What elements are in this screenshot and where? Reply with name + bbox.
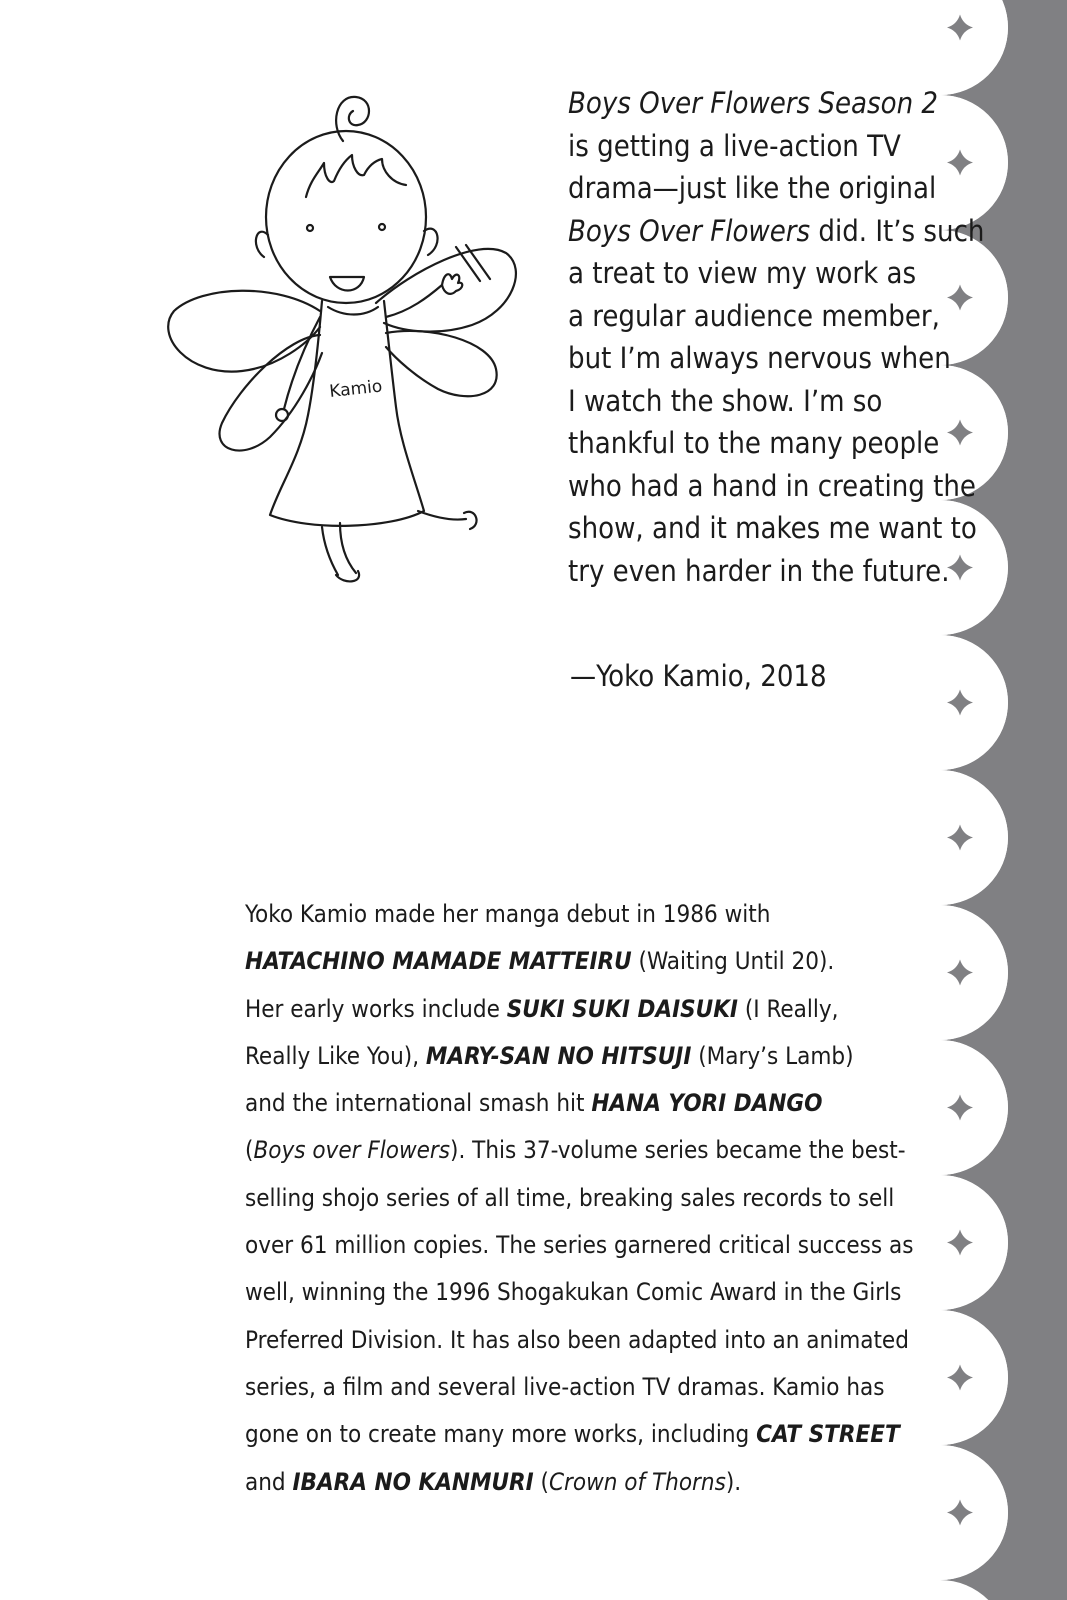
bio-line	[245, 1222, 914, 1269]
quote-line	[568, 252, 938, 295]
ear-right	[424, 229, 438, 255]
bio-text: Yoko Kamio made her manga debut in 1986 with	[245, 900, 771, 928]
bio-text: Her early works include	[245, 994, 507, 1023]
quote-title: Boys Over Flowers	[568, 213, 811, 248]
bio-text: (Mary’s Lamb)	[691, 1041, 854, 1070]
hair-curl	[336, 97, 369, 141]
bio-text: ). This 37-volume series became the best-	[450, 1136, 906, 1165]
quote-text: I watch the show. I’m so	[568, 383, 883, 418]
work-title: MARY-SAN NO HITSUJI	[425, 1041, 692, 1070]
quote-title: Boys Over Flowers Season 2	[568, 86, 938, 120]
leg-right	[418, 511, 466, 520]
bio-line	[245, 1033, 854, 1080]
bio-text: selling shojo series of all time, breaking sales records to sell	[245, 1183, 895, 1212]
bio-text: series, a film and several live-action TV dramas. Kamio has	[245, 1372, 885, 1401]
quote-line	[568, 210, 985, 253]
hair-tufts	[306, 155, 406, 197]
quote-line	[568, 380, 938, 423]
bio-text: (	[533, 1467, 549, 1496]
ear-left	[256, 232, 268, 257]
author-quote	[568, 82, 985, 592]
scallop	[872, 635, 1008, 770]
bio-line	[245, 986, 839, 1033]
quote-line	[568, 550, 950, 593]
work-title: IBARA NO KANMURI	[292, 1467, 534, 1496]
work-title: SUKI SUKI DAISUKI	[506, 994, 738, 1023]
wing-right-upper	[376, 249, 516, 332]
scallop	[872, 905, 1008, 1040]
quote-line	[568, 465, 976, 508]
quote-text: drama—just like the original	[568, 171, 937, 205]
leg-left	[322, 523, 356, 575]
mouth	[330, 277, 364, 291]
eye-right	[379, 224, 385, 230]
bio-text: well, winning the 1996 Shogakukan Comic Award in the Girls	[245, 1278, 902, 1307]
quote-line	[568, 507, 977, 550]
quote-text: did. It’s such	[810, 213, 985, 248]
work-title: CAT STREET	[756, 1420, 900, 1449]
bio-text: Preferred Division. It has also been adapted into an animated	[245, 1325, 909, 1354]
dress	[270, 301, 424, 526]
bio-text: ).	[725, 1467, 742, 1496]
bio-text: and the international smash hit	[245, 1089, 592, 1118]
bio-text: over 61 million copies. The series garnered critical success as	[245, 1231, 914, 1260]
hand-left	[276, 409, 288, 421]
scallop	[872, 770, 1008, 905]
bio-text: and	[245, 1467, 293, 1496]
hand-right	[442, 274, 462, 294]
shirt-label: Kamio	[328, 376, 384, 402]
quote-text: try even harder in the future.	[568, 553, 950, 588]
work-title: HANA YORI DANGO	[591, 1089, 823, 1118]
quote-line	[568, 295, 938, 338]
arm-right	[386, 285, 442, 317]
quote-text: but I’m always nervous when	[568, 341, 951, 375]
eye-left	[307, 225, 313, 231]
english-title: Boys over Flowers	[253, 1136, 451, 1165]
quote-line	[568, 422, 938, 465]
scallop	[872, 1445, 1008, 1580]
bio-text: gone on to create many more works, including	[245, 1420, 757, 1449]
bio-line	[245, 1127, 906, 1174]
quote-signature: —Yoko Kamio, 2018	[570, 659, 827, 693]
bio-text: Really Like You),	[245, 1041, 426, 1070]
quote-line	[568, 337, 951, 380]
bio-text: (Waiting Until 20).	[631, 947, 835, 976]
collar	[328, 307, 378, 315]
bio-line	[245, 1317, 909, 1364]
author-biography	[245, 891, 914, 1506]
wing-left-lower	[220, 335, 322, 451]
work-title: HATACHINO MAMADE MATTEIRU	[245, 947, 632, 976]
quote-text: who had a hand in creating the	[568, 468, 976, 503]
quote-line	[568, 125, 938, 168]
quote-text: show, and it makes me want to	[568, 511, 977, 545]
bio-text: (	[245, 1136, 254, 1165]
quote-text: is getting a live-action TV	[568, 128, 901, 163]
bio-line	[245, 1459, 835, 1506]
bio-line	[245, 1269, 902, 1316]
wing-left-upper	[168, 291, 320, 372]
bio-line	[245, 891, 835, 938]
wing-right-lower	[386, 331, 497, 396]
bio-line	[245, 1364, 885, 1411]
bio-line	[245, 938, 835, 985]
quote-line	[568, 167, 938, 210]
author-fairy-illustration	[160, 85, 520, 595]
quote-line	[568, 82, 938, 125]
english-title: Crown of Thorns	[548, 1467, 726, 1496]
bio-line	[245, 1175, 895, 1222]
quote-text: a regular audience member,	[568, 298, 940, 333]
foot-right	[464, 512, 477, 529]
bio-text: (I Really,	[737, 994, 839, 1023]
quote-text: a treat to view my work as	[568, 256, 917, 290]
quote-text: thankful to the many people	[568, 426, 940, 460]
bio-line	[245, 1080, 835, 1127]
bio-line	[245, 1411, 900, 1458]
